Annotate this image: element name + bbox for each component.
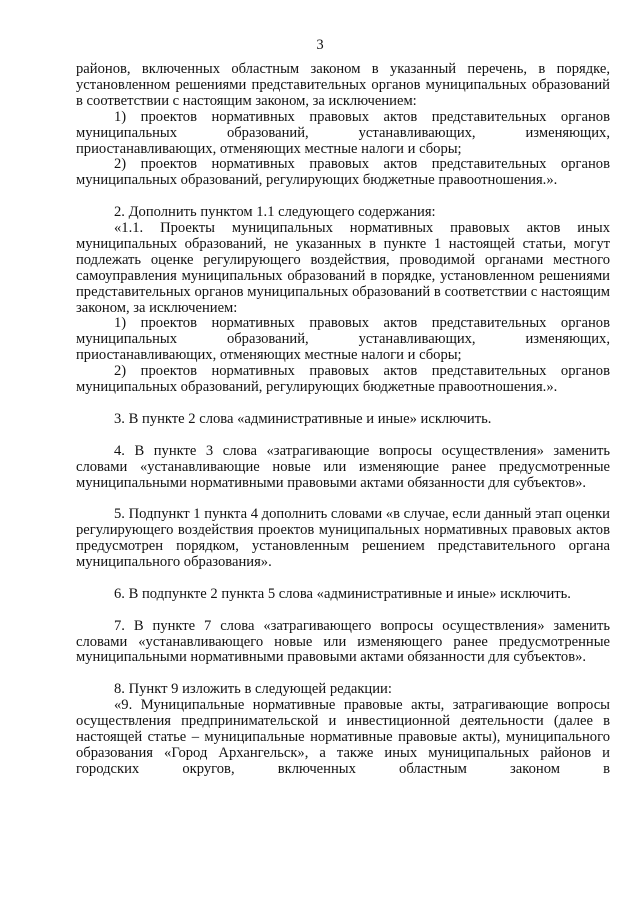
paragraph: «9. Муниципальные нормативные правовые акты, затрагивающие вопросы осуществления предпринимательской и инвестиционной деятельности (далее в настоящей статье – муниципальные нормативные правовые акты), муниципального образования «Город Архангельск», а также иных муниципальных районов и городских округов, включенных областным законом в: [76, 697, 610, 777]
document-body: [76, 62, 610, 778]
paragraph: 3. В пункте 2 слова «административные и иные» исключить.: [114, 410, 492, 427]
page-number: 3: [316, 37, 324, 53]
paragraph: 6. В подпункте 2 пункта 5 слова «административные и иные» исключить.: [114, 585, 571, 602]
paragraph: 8. Пункт 9 изложить в следующей редакции:: [114, 681, 392, 698]
paragraph: 2) проектов нормативных правовых актов представительных органов муниципальных образований, регулирующих бюджетные правоотношения.».: [76, 156, 610, 189]
paragraph: 1) проектов нормативных правовых актов представительных органов муниципальных образований, устанавливающих, изменяющих, приостанавливающих, отменяющих местные налоги и сборы;: [76, 315, 610, 364]
paragraph: 1) проектов нормативных правовых актов представительных органов муниципальных образований, устанавливающих, изменяющих, приостанавливающих, отменяющих местные налоги и сборы;: [76, 108, 610, 157]
paragraph: 7. В пункте 7 слова «затрагивающего вопросы осуществления» заменить словами «устанавливающего новые или изменяющего ранее предусмотренные муниципальными нормативными правовыми актами обязанности для субъектов».: [76, 617, 610, 666]
paragraph: 2) проектов нормативных правовых актов представительных органов муниципальных образований, регулирующих бюджетные правоотношения.».: [76, 363, 610, 396]
paragraph: «1.1. Проекты муниципальных нормативных правовых актов иных муниципальных образований, не указанных в пункте 1 настоящей статьи, могут подлежать оценке регулирующего воздействия, проводимой органами местного самоуправления муниципальных образований в порядке, установленном решениями представительных органов муниципальных образований в соответствии с настоящим законом, за исключением:: [76, 220, 610, 316]
paragraph: 5. Подпункт 1 пункта 4 дополнить словами «в случае, если данный этап оценки регулирующего воздействия проектов муниципальных нормативных правовых актов предусмотрен порядком, установленным решением представительного органа муниципального образования».: [76, 506, 610, 571]
paragraph: районов, включенных областным законом в указанный перечень, в порядке, установленном решениями представительных органов муниципальных образований в соответствии с настоящим законом, за исключением:: [76, 61, 610, 109]
paragraph: 4. В пункте 3 слова «затрагивающие вопросы осуществления» заменить словами «устанавливающие новые или изменяющие ранее предусмотренные муниципальными нормативными правовыми актами обязанности для субъектов».: [76, 442, 610, 491]
paragraph: 2. Дополнить пунктом 1.1 следующего содержания:: [114, 204, 436, 221]
